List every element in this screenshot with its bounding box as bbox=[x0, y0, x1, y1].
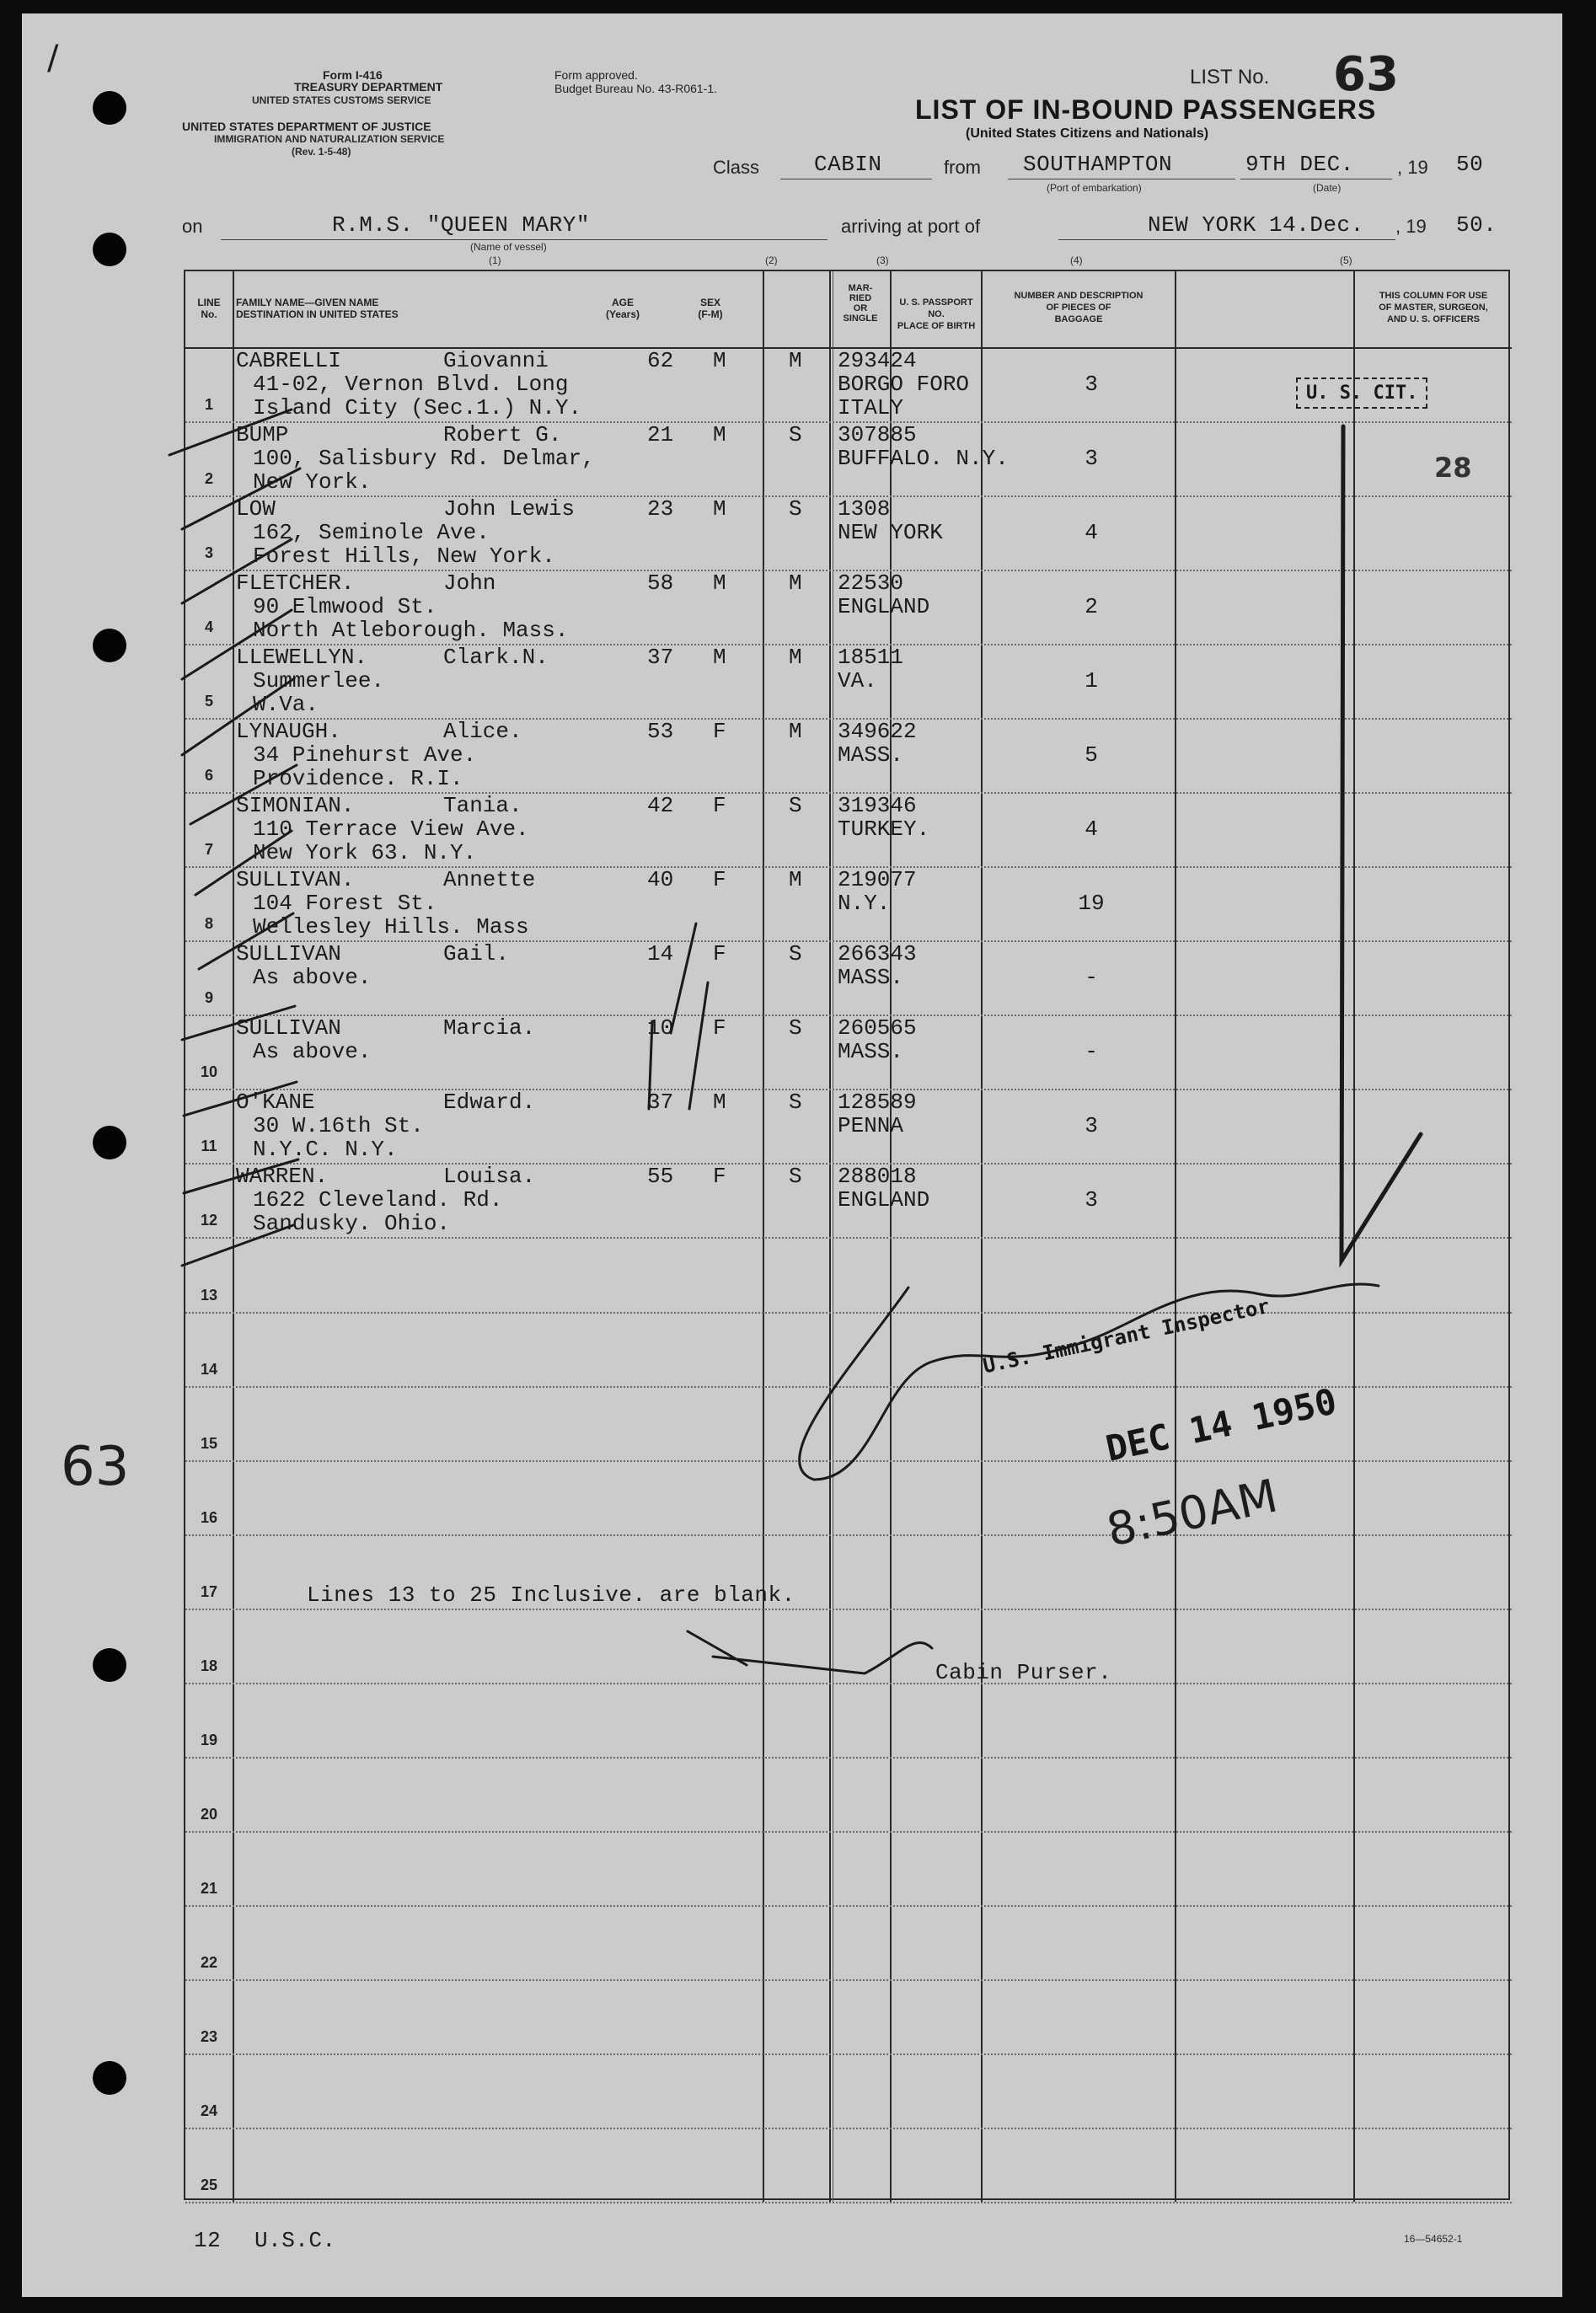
stamp-time: 8:50AM bbox=[1102, 1469, 1283, 1557]
passport-number: 260565 bbox=[838, 1015, 917, 1041]
baggage-count: 5 bbox=[1085, 742, 1098, 768]
given-name: Louisa. bbox=[443, 1164, 536, 1190]
place-of-birth: BUFFALO. N.Y. bbox=[838, 446, 1009, 472]
punch-hole bbox=[93, 91, 126, 125]
address-line-1: 34 Pinehurst Ave. bbox=[253, 742, 477, 768]
address-line-1: 100, Salisbury Rd. Delmar, bbox=[253, 446, 595, 472]
line-number: 13 bbox=[200, 1286, 218, 1304]
family-name: CABRELLI bbox=[236, 348, 341, 373]
age: 40 bbox=[647, 867, 674, 893]
line-number: 18 bbox=[200, 1657, 218, 1674]
line-number: 4 bbox=[204, 618, 213, 636]
address-line-1: 30 W.16th St. bbox=[253, 1113, 424, 1139]
line-number: 20 bbox=[200, 1805, 218, 1823]
header-married: MAR- RIED OR SINGLE bbox=[843, 283, 878, 324]
line-number: 8 bbox=[204, 915, 213, 933]
address-line-2: Wellesley Hills. Mass bbox=[253, 914, 529, 940]
marital-status: M bbox=[789, 570, 802, 597]
sex: F bbox=[713, 1015, 726, 1041]
given-name: Edward. bbox=[443, 1090, 536, 1116]
place-of-birth: NEW YORK bbox=[838, 520, 943, 546]
punch-hole bbox=[93, 629, 126, 662]
passport-number: 128589 bbox=[838, 1090, 917, 1116]
address-line-2: Forest Hills, New York. bbox=[253, 543, 555, 570]
arrival-date: 14.Dec. bbox=[1269, 212, 1364, 238]
sex: F bbox=[713, 719, 726, 745]
line-number: 7 bbox=[204, 841, 213, 859]
address-line-1: As above. bbox=[253, 965, 372, 991]
passport-number: 266343 bbox=[838, 941, 917, 967]
revision: (Rev. 1-5-48) bbox=[292, 146, 351, 158]
row-rule bbox=[185, 1757, 1512, 1759]
baggage-count: 3 bbox=[1085, 1187, 1098, 1213]
given-name: John bbox=[443, 570, 496, 597]
col1-caption: (1) bbox=[489, 254, 501, 266]
sex: M bbox=[713, 422, 726, 448]
arrival-year: 50. bbox=[1456, 212, 1497, 238]
place-of-birth: MASS. bbox=[838, 1039, 904, 1065]
line-number: 2 bbox=[204, 470, 213, 488]
row-rule bbox=[185, 1683, 1512, 1684]
header-passport: U. S. PASSPORT NO. PLACE OF BIRTH bbox=[897, 297, 976, 331]
justice-dept: UNITED STATES DEPARTMENT OF JUSTICE bbox=[182, 120, 431, 133]
place-of-birth: ENGLAND bbox=[838, 594, 930, 620]
row-rule bbox=[185, 2053, 1512, 2055]
marital-status: S bbox=[789, 422, 802, 448]
us-cit-stamp: U. S. CIT. bbox=[1296, 377, 1427, 409]
line-number: 14 bbox=[200, 1360, 218, 1378]
age: 55 bbox=[647, 1164, 674, 1190]
line-number: 3 bbox=[204, 544, 213, 562]
line-number: 1 bbox=[204, 396, 213, 414]
row-rule bbox=[185, 1312, 1512, 1314]
vessel-caption: (Name of vessel) bbox=[470, 241, 547, 253]
punch-hole bbox=[93, 233, 126, 266]
sex: M bbox=[713, 1090, 726, 1116]
marital-status: M bbox=[789, 645, 802, 671]
given-name: Marcia. bbox=[443, 1015, 536, 1041]
age: 23 bbox=[647, 496, 674, 522]
marital-status: S bbox=[789, 793, 802, 819]
line-number: 25 bbox=[200, 2176, 218, 2193]
family-name: SULLIVAN bbox=[236, 941, 341, 967]
stamp-date: DEC 14 1950 bbox=[1102, 1380, 1341, 1470]
family-name: WARREN. bbox=[236, 1164, 329, 1190]
line-number: 11 bbox=[201, 1138, 217, 1155]
address-line-2: N.Y.C. N.Y. bbox=[253, 1137, 398, 1163]
family-name: SULLIVAN. bbox=[236, 867, 355, 893]
arriving-label: arriving at port of bbox=[841, 216, 981, 237]
purser-title: Cabin Purser. bbox=[935, 1660, 1112, 1685]
footer-usc: U.S.C. bbox=[254, 2228, 336, 2253]
departure-date: 9TH DEC. bbox=[1245, 152, 1354, 177]
customs-service: UNITED STATES CUSTOMS SERVICE bbox=[252, 94, 431, 106]
line-number: 9 bbox=[204, 989, 213, 1007]
given-name: Annette bbox=[443, 867, 536, 893]
line-number: 17 bbox=[200, 1582, 218, 1600]
sex: M bbox=[713, 645, 726, 671]
passport-number: 18511 bbox=[838, 645, 904, 671]
address-line-1: 104 Forest St. bbox=[253, 891, 437, 917]
row-rule bbox=[185, 1831, 1512, 1833]
address-line-2: New York. bbox=[253, 469, 372, 495]
family-name: FLETCHER. bbox=[236, 570, 355, 597]
address-line-1: 90 Elmwood St. bbox=[253, 594, 437, 620]
line-number: 19 bbox=[200, 1731, 218, 1748]
budget-bureau: Budget Bureau No. 43-R061-1. bbox=[554, 82, 718, 95]
baggage-count: 1 bbox=[1085, 668, 1098, 694]
family-name: BUMP bbox=[236, 422, 289, 448]
age: 21 bbox=[647, 422, 674, 448]
arr-year-prefix: , 19 bbox=[1395, 216, 1427, 237]
address-line-1: 1622 Cleveland. Rd. bbox=[253, 1187, 503, 1213]
address-line-1: 110 Terrace View Ave. bbox=[253, 817, 529, 843]
age: 14 bbox=[647, 941, 674, 967]
punch-hole bbox=[93, 2061, 126, 2095]
address-line-2: Sandusky. Ohio. bbox=[253, 1211, 451, 1237]
age: 62 bbox=[647, 348, 674, 373]
marital-status: M bbox=[789, 719, 802, 745]
passport-number: 319346 bbox=[838, 793, 917, 819]
baggage-count: 3 bbox=[1085, 372, 1098, 397]
baggage-count: - bbox=[1085, 1039, 1098, 1065]
baggage-count: 4 bbox=[1085, 520, 1098, 546]
baggage-count: 3 bbox=[1085, 446, 1098, 472]
line-number: 22 bbox=[200, 1953, 218, 1971]
header-name: FAMILY NAME—GIVEN NAME DESTINATION IN UNITED STATES bbox=[236, 297, 399, 320]
manifest-sheet bbox=[22, 13, 1562, 2297]
given-name: John Lewis bbox=[443, 496, 576, 522]
footer-code: 16—54652-1 bbox=[1404, 2233, 1463, 2245]
dep-year-prefix: , 19 bbox=[1397, 157, 1428, 178]
address-line-1: Summerlee. bbox=[253, 668, 385, 694]
age: 58 bbox=[647, 570, 674, 597]
col-num-3: (3) bbox=[876, 254, 889, 266]
corner-mark: / bbox=[47, 39, 59, 78]
line-number: 16 bbox=[200, 1508, 218, 1526]
baggage-count: 2 bbox=[1085, 594, 1098, 620]
line-number: 15 bbox=[200, 1434, 218, 1452]
address-line-1: As above. bbox=[253, 1039, 372, 1065]
row-rule bbox=[185, 1237, 1512, 1239]
row-rule bbox=[185, 1979, 1512, 1981]
footer-left: 12 bbox=[194, 2228, 222, 2253]
passport-number: 219077 bbox=[838, 867, 917, 893]
row-rule bbox=[185, 1534, 1512, 1536]
sex: M bbox=[713, 496, 726, 522]
age: 10 bbox=[647, 1015, 674, 1041]
passport-number: 22530 bbox=[838, 570, 904, 597]
form-title: LIST OF IN-BOUND PASSENGERS bbox=[915, 94, 1377, 125]
given-name: Giovanni bbox=[443, 348, 549, 373]
baggage-count: 3 bbox=[1085, 1113, 1098, 1139]
col-num-5: (5) bbox=[1340, 254, 1352, 266]
line-number: 23 bbox=[200, 2027, 218, 2045]
address-line-1: 41-02, Vernon Blvd. Long bbox=[253, 372, 569, 397]
place-of-birth: BORGO FORO bbox=[838, 372, 970, 397]
row-rule bbox=[185, 1460, 1512, 1462]
count-mark: 28 bbox=[1434, 452, 1472, 484]
dept-name: TREASURY DEPARTMENT bbox=[294, 80, 443, 94]
address-line-2: North Atleborough. Mass. bbox=[253, 618, 569, 644]
marital-status: M bbox=[789, 867, 802, 893]
sex: M bbox=[713, 570, 726, 597]
place-of-birth: VA. bbox=[838, 668, 877, 694]
address-line-2: W.Va. bbox=[253, 692, 319, 718]
address-line-2: New York 63. N.Y. bbox=[253, 840, 477, 866]
row-rule bbox=[185, 2128, 1512, 2129]
address-line-2: Island City (Sec.1.) N.Y. bbox=[253, 395, 582, 420]
place-of-birth: MASS. bbox=[838, 965, 904, 991]
given-name: Tania. bbox=[443, 793, 522, 819]
sex: M bbox=[713, 348, 726, 373]
header-age: AGE (Years) bbox=[605, 297, 640, 320]
age: 42 bbox=[647, 793, 674, 819]
from-value: SOUTHAMPTON bbox=[1023, 152, 1173, 177]
baggage-count: 4 bbox=[1085, 817, 1098, 843]
passport-number: 1308 bbox=[838, 496, 891, 522]
marital-status: S bbox=[789, 1164, 802, 1190]
arrival-port: NEW YORK bbox=[1148, 212, 1256, 238]
marital-status: S bbox=[789, 941, 802, 967]
col-num-2: (2) bbox=[765, 254, 778, 266]
place-of-birth-2: ITALY bbox=[838, 395, 904, 420]
passport-number: 288018 bbox=[838, 1164, 917, 1190]
given-name: Robert G. bbox=[443, 422, 562, 448]
family-name: LLEWELLYN. bbox=[236, 645, 368, 671]
form-approved: Form approved. bbox=[554, 68, 638, 82]
sex: F bbox=[713, 867, 726, 893]
age: 53 bbox=[647, 719, 674, 745]
family-name: O'KANE bbox=[236, 1090, 315, 1116]
address-line-2: Providence. R.I. bbox=[253, 766, 463, 792]
place-of-birth: N.Y. bbox=[838, 891, 891, 917]
blank-lines-note: Lines 13 to 25 Inclusive. are blank. bbox=[307, 1582, 795, 1608]
ins-service: IMMIGRATION AND NATURALIZATION SERVICE bbox=[214, 133, 445, 145]
place-of-birth: ENGLAND bbox=[838, 1187, 930, 1213]
header-sex: SEX (F-M) bbox=[698, 297, 723, 320]
given-name: Alice. bbox=[443, 719, 522, 745]
row-rule bbox=[185, 1905, 1512, 1907]
list-no-label: LIST No. bbox=[1190, 66, 1270, 88]
line-number: 5 bbox=[204, 693, 213, 710]
marital-status: S bbox=[789, 1090, 802, 1116]
family-name: SULLIVAN bbox=[236, 1015, 341, 1041]
line-number: 24 bbox=[200, 2102, 218, 2119]
inspector-stamp: U.S. Immigrant Inspector bbox=[981, 1293, 1272, 1379]
header-line-no: LINE No. bbox=[197, 297, 221, 320]
baggage-count: 19 bbox=[1078, 891, 1105, 917]
given-name: Clark.N. bbox=[443, 645, 549, 671]
date-caption: (Date) bbox=[1313, 182, 1342, 194]
row-rule bbox=[185, 2202, 1512, 2203]
sex: F bbox=[713, 793, 726, 819]
punch-hole bbox=[93, 1648, 126, 1682]
age: 37 bbox=[647, 1090, 674, 1116]
class-label: Class bbox=[713, 157, 760, 178]
family-name: LOW bbox=[236, 496, 276, 522]
margin-count: 63 bbox=[61, 1436, 130, 1498]
sex: F bbox=[713, 941, 726, 967]
list-no: 63 bbox=[1333, 47, 1399, 102]
sex: F bbox=[713, 1164, 726, 1190]
punch-hole bbox=[93, 1126, 126, 1159]
marital-status: S bbox=[789, 496, 802, 522]
header-officers: THIS COLUMN FOR USE OF MASTER, SURGEON, AND U. S. OFFICERS bbox=[1379, 291, 1488, 324]
age: 37 bbox=[647, 645, 674, 671]
on-label: on bbox=[182, 216, 203, 237]
line-number: 10 bbox=[200, 1063, 218, 1081]
passport-number: 307885 bbox=[838, 422, 917, 448]
address-line-1: 162, Seminole Ave. bbox=[253, 520, 490, 546]
class-value: CABIN bbox=[814, 152, 882, 177]
place-of-birth: PENNA bbox=[838, 1113, 904, 1139]
form-subtitle: (United States Citizens and Nationals) bbox=[966, 126, 1209, 141]
line-number: 12 bbox=[200, 1212, 218, 1229]
row-rule bbox=[185, 1609, 1512, 1610]
marital-status: S bbox=[789, 1015, 802, 1041]
from-label: from bbox=[944, 157, 981, 178]
passport-number: 349622 bbox=[838, 719, 917, 745]
form-number: Form I-416 bbox=[323, 68, 383, 82]
header-baggage: NUMBER AND DESCRIPTION OF PIECES OF BAGGAGE bbox=[1014, 291, 1143, 324]
vessel-name: R.M.S. "QUEEN MARY" bbox=[332, 212, 590, 238]
family-name: LYNAUGH. bbox=[236, 719, 341, 745]
place-of-birth: TURKEY. bbox=[838, 817, 930, 843]
departure-year: 50 bbox=[1456, 152, 1484, 177]
baggage-count: - bbox=[1085, 965, 1098, 991]
line-number: 21 bbox=[200, 1879, 218, 1897]
family-name: SIMONIAN. bbox=[236, 793, 355, 819]
place-of-birth: MASS. bbox=[838, 742, 904, 768]
given-name: Gail. bbox=[443, 941, 510, 967]
passport-number: 293424 bbox=[838, 348, 917, 373]
col-num-4: (4) bbox=[1070, 254, 1083, 266]
port-caption: (Port of embarkation) bbox=[1047, 182, 1142, 194]
line-number: 6 bbox=[204, 767, 213, 784]
passenger-table bbox=[184, 270, 1510, 2200]
marital-status: M bbox=[789, 348, 802, 373]
